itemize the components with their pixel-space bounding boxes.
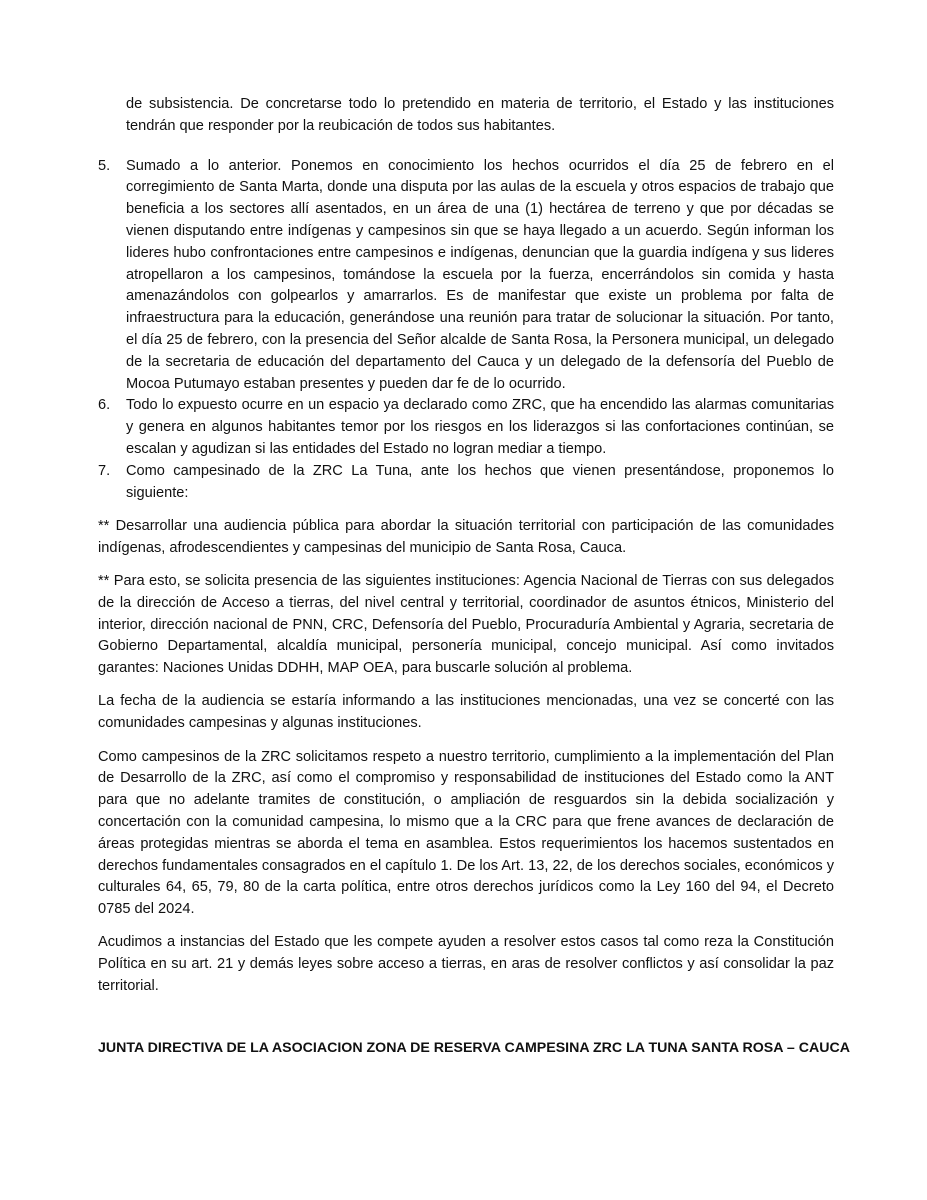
closing-paragraph: Acudimos a instancias del Estado que les compete ayuden a resolver estos casos tal como reza la Constitución Política en su art. 21 y demás leyes sobre acceso a tierras, en aras de resolver conflictos y así consolidar la paz territorial.	[98, 934, 834, 994]
proposal-hearing-paragraph: ** Desarrollar una audiencia pública para abordar la situación territorial con participación de las comunidades indígenas, afrodescendientes y campesinas del municipio de Santa Rosa, Cauca.	[98, 517, 834, 556]
document-page	[98, 94, 850, 1060]
continuation-paragraph: de subsistencia. De concretarse todo lo pretendido en materia de territorio, el Estado y las instituciones tendrán que responder por la reubicación de todos sus habitantes.	[126, 96, 834, 134]
list-item-number: 6.	[98, 397, 111, 414]
list-item-5	[98, 156, 834, 396]
list-item-number: 7.	[98, 462, 111, 479]
signature-line: JUNTA DIRECTIVA DE LA ASOCIACION ZONA DE RESERVA CAMPESINA ZRC LA TUNA SANTA ROSA – CAUCA	[98, 1039, 850, 1056]
numbered-list	[98, 156, 834, 505]
list-item-number: 5.	[98, 157, 111, 174]
list-item-6	[98, 395, 834, 460]
list-item-text: Todo lo expuesto ocurre en un espacio ya declarado como ZRC, que ha encendido las alarmas comunitarias y genera en algunos habitantes temor por los riesgos en los liderazgos si las confortaciones continúan, se escalan y agudizan si las entidades del Estado no logran mediar a tiempo.	[126, 397, 834, 457]
requests-paragraph: Como campesinos de la ZRC solicitamos respeto a nuestro territorio, cumplimiento a la implementación del Plan de Desarrollo de la ZRC, así como el compromiso y responsabilidad de instituciones del Estado como la ANT para que no adelante tramites de constitución, o ampliación de resguardos sin la debida socialización y concertación con la comunidad campesina, lo mismo que a la CRC para que frene avances de declaración de áreas protegidas mientras se aborda el tema en asamblea. Estos requerimientos los hacemos sustentados en derechos fundamentales consagrados en el capítulo 1. De los Art. 13, 22, de los derechos sociales, económicos y culturales 64, 65, 79, 80 de la carta política, entre otros derechos jurídicos como la Ley 160 del 94, el Decreto 0785 del 2024.	[98, 748, 834, 918]
proposal-institutions-paragraph: ** Para esto, se solicita presencia de las siguientes instituciones: Agencia Nacional de Tierras con sus delegados de la dirección de Acceso a tierras, del nivel central y territorial, coordinador de asuntos étnicos, Ministerio del interior, dirección nacional de PNN, CRC, Defensoría del Pueblo, Procuraduría Ambiental y Agraria, secretaria de Gobierno Departamental, alcaldía municipal, personería municipal, concejo municipal. Así como invitados garantes: Naciones Unidas DDHH, MAP OEA, para buscarle solución al problema.	[98, 572, 834, 677]
hearing-date-paragraph: La fecha de la audiencia se estaría informando a las instituciones mencionadas, una vez se concerté con las comunidades campesinas y algunas instituciones.	[98, 693, 834, 732]
list-item-text: Como campesinado de la ZRC La Tuna, ante los hechos que vienen presentándose, proponemos lo siguiente:	[126, 462, 834, 501]
list-item-7	[98, 461, 834, 505]
list-item-text: Sumado a lo anterior. Ponemos en conocimiento los hechos ocurridos el día 25 de febrero en el corregimiento de Santa Marta, donde una disputa por las aulas de la escuela y otros espacios de trabajo que beneficia a los sectores allí asentados, en un área de una (1) hectárea de terreno y que por décadas se vienen disputando entre indígenas y campesinos sin que se haya llegado a un acuerdo. Según informan los lideres hubo confrontaciones entre campesinos e indígenas, denuncian que la guardia indígena y sus lideres atropellaron a los campesinos, tomándose la escuela por la fuerza, encerrándolos sin comida y hasta amenazándolos con golpearlos y amarrarlos. Es de manifestar que existe un problema por falta de infraestructura para la educación, generándose una reunión para tratar de solucionar la situación. Por tanto, el día 25 de febrero, con la presencia del Señor alcalde de Santa Rosa, la Personera municipal, un delegado de la secretaria de educación del departamento del Cauca y un delegado de la defensoría del Pueblo de Mocoa Putumayo estaban presentes y pueden dar fe de lo ocurrido.	[126, 157, 834, 392]
